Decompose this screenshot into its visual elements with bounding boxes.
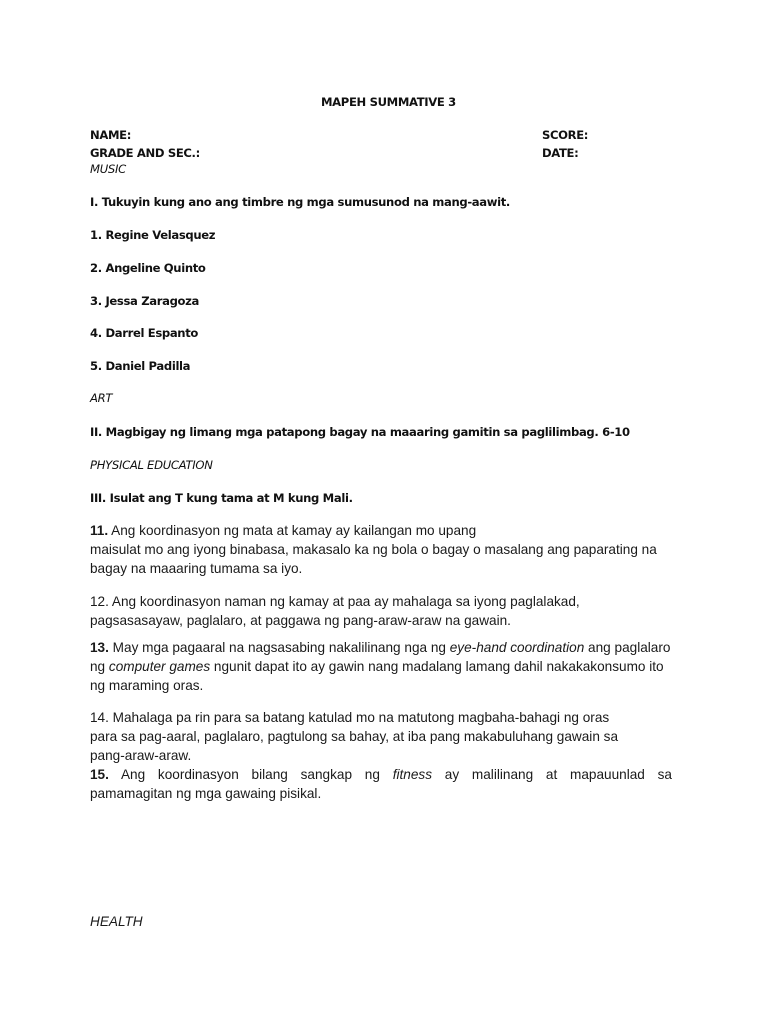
question-13-emphasis-2: computer games	[108, 659, 211, 674]
question-12-line-1: 12. Ang koordinasyon naman ng kamay at paa ay mahalaga sa iyong paglalakad,	[90, 594, 580, 609]
question-13-number: 13.	[90, 640, 109, 655]
name-label: NAME:	[90, 128, 132, 142]
music-instruction: I. Tukuyin kung ano ang timbre ng mga sumusunod na mang-aawit.	[90, 195, 510, 209]
pe-instruction: III. Isulat ang T kung tama at M kung Mali.	[90, 491, 353, 505]
question-12-line-2: pagsasasayaw, paglalaro, at paggawa ng pang-araw-araw na gawain.	[90, 613, 511, 628]
music-item-2: 2. Angeline Quinto	[90, 261, 206, 275]
question-13-text-b: ang paglalaro	[584, 640, 671, 655]
question-13-text-d: ngunit dapat ito ay gawin nang madalang lamang dahil nakakakonsumo ito	[210, 659, 664, 674]
question-13-text-c: ng	[90, 659, 109, 674]
music-item-4: 4. Darrel Espanto	[90, 326, 199, 340]
question-13-line-3: ng maraming oras.	[90, 678, 204, 693]
question-13-text-a: May mga pagaaral na nagsasabing nakalilinang nga ng	[108, 640, 450, 655]
question-15	[90, 765, 672, 803]
date-label: DATE:	[542, 146, 579, 160]
art-instruction: II. Magbigay ng limang mga patapong bagay na maaaring gamitin sa paglilimbag. 6-10	[90, 425, 630, 439]
art-heading: ART	[90, 391, 113, 405]
question-12	[90, 592, 672, 630]
question-14-line-2: para sa pag-aaral, paglalaro, pagtulong sa bahay, at iba pang makabuluhang gawain sa	[90, 729, 619, 744]
question-14	[90, 708, 672, 765]
question-15-text-b: ay malilinang at mapauunlad sa	[432, 767, 672, 782]
question-14-line-1: 14. Mahalaga pa rin para sa batang katulad mo na matutong magbaha-bahagi ng oras	[90, 710, 610, 725]
question-11-line-2: maisulat mo ang iyong binabasa, makasalo ka ng bola o bagay o masalang ang paparating na	[90, 542, 657, 557]
question-15-number: 15.	[90, 767, 109, 782]
score-label: SCORE:	[542, 128, 589, 142]
question-11	[90, 521, 672, 578]
question-11-line-1: Ang koordinasyon ng mata at kamay ay kailangan mo upang	[108, 523, 477, 538]
question-11-number: 11.	[90, 523, 109, 538]
question-14-line-3: pang-araw-araw.	[90, 748, 192, 763]
question-15-text-a: Ang koordinasyon bilang sangkap ng	[108, 767, 393, 782]
music-item-1: 1. Regine Velasquez	[90, 228, 216, 242]
question-13-emphasis-1: eye-hand coordination	[449, 640, 585, 655]
document-title: MAPEH SUMMATIVE 3	[321, 95, 456, 109]
music-item-5: 5. Daniel Padilla	[90, 359, 191, 373]
pe-heading: PHYSICAL EDUCATION	[90, 458, 213, 472]
question-13	[90, 638, 672, 695]
grade-section-label: GRADE AND SEC.:	[90, 146, 200, 160]
music-item-3: 3. Jessa Zaragoza	[90, 294, 200, 308]
question-15-line-2: pamamagitan ng mga gawaing pisikal.	[90, 786, 322, 801]
music-heading: MUSIC	[90, 162, 126, 176]
health-heading: HEALTH	[90, 914, 143, 929]
question-11-line-3: bagay na maaaring tumama sa iyo.	[90, 561, 303, 576]
question-15-emphasis: fitness	[392, 767, 432, 782]
